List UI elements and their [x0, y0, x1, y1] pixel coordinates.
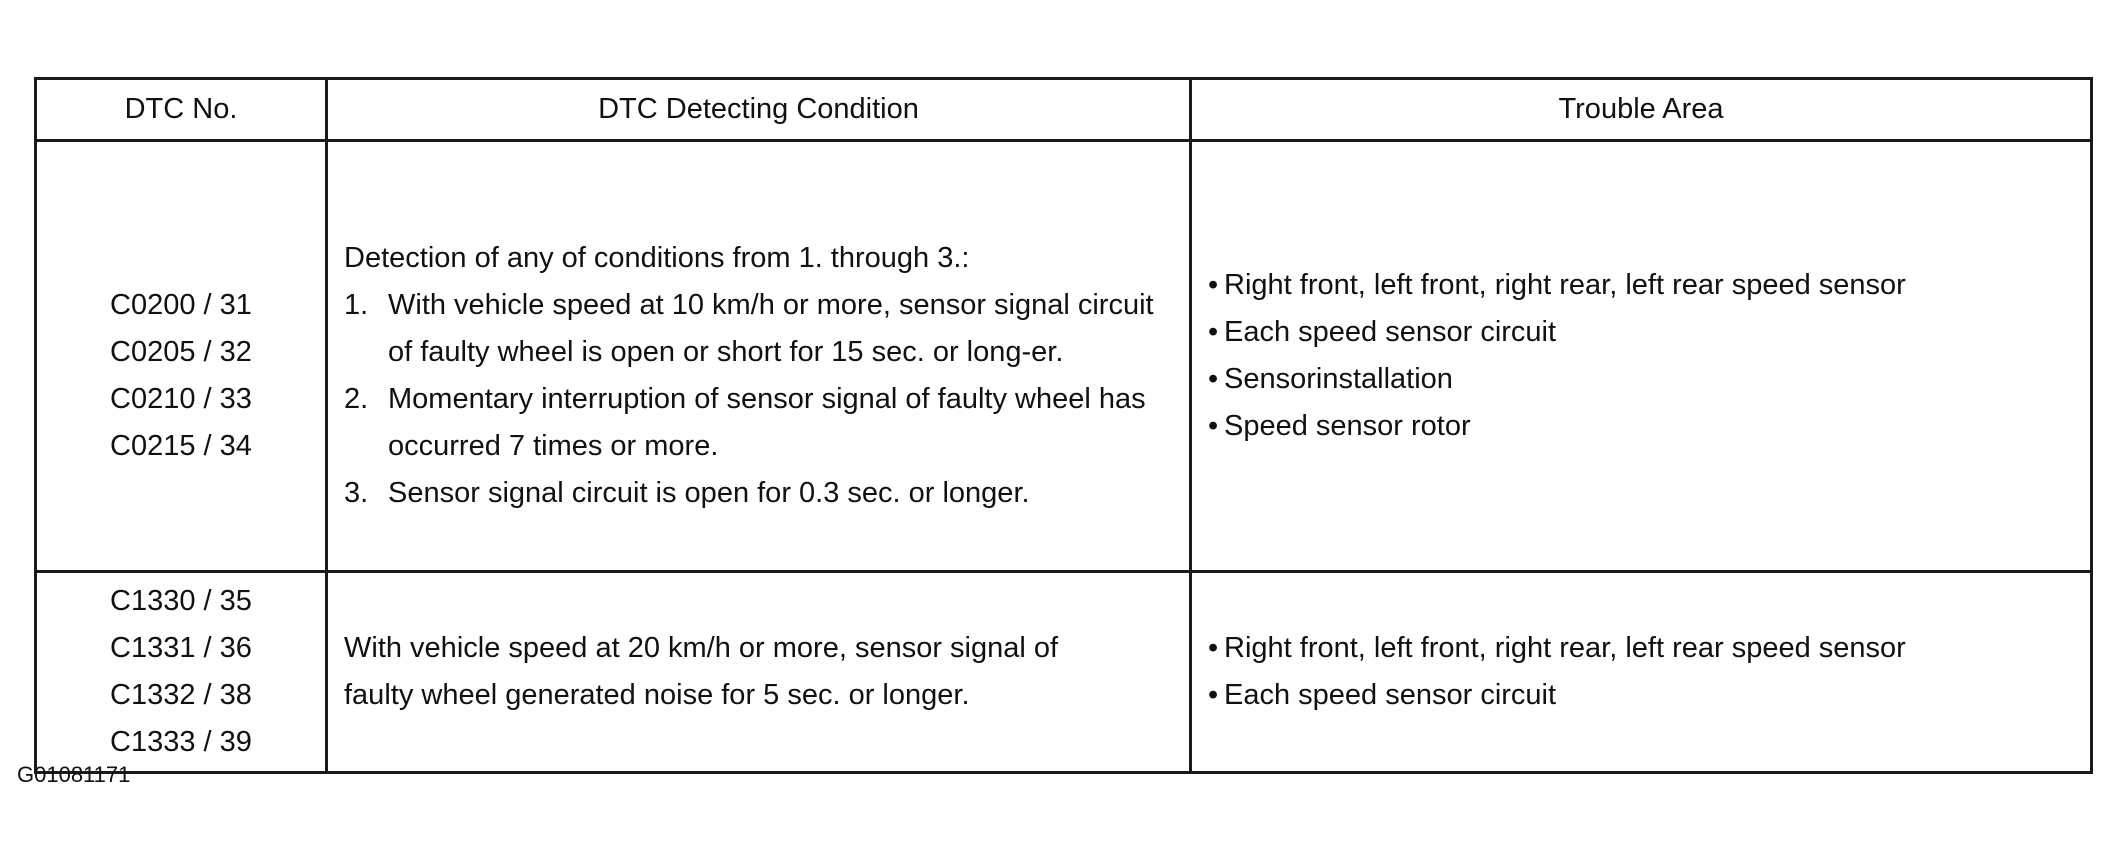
- trouble-area-text: Speed sensor rotor: [1224, 410, 1471, 442]
- trouble-area-text: Each speed sensor circuit: [1224, 316, 1557, 348]
- bullet-glyph: •: [1208, 269, 1219, 301]
- trouble-area-text: Each speed sensor circuit: [1224, 679, 1557, 711]
- dtc-code: C0205 / 32: [110, 336, 252, 368]
- dtc-code: C0210 / 33: [110, 383, 252, 415]
- condition-text: Sensor signal circuit is open for 0.3 sec. or longer.: [388, 477, 1030, 509]
- trouble-area-item: [1208, 356, 2090, 403]
- trouble-area-item: [1208, 625, 2090, 672]
- trouble-area-item: [1208, 672, 2090, 719]
- trouble-area-text: Sensorinstallation: [1224, 363, 1453, 395]
- dtc-codes-cell: [36, 572, 327, 773]
- condition-line: faulty wheel generated noise for 5 sec. or longer.: [344, 679, 970, 711]
- condition-item: [344, 376, 1179, 470]
- dtc-code: C1331 / 36: [110, 632, 252, 664]
- condition-item: [344, 470, 1179, 517]
- header-detecting-condition: DTC Detecting Condition: [327, 79, 1191, 141]
- trouble-area-cell: [1191, 141, 2092, 572]
- detecting-condition-cell: [327, 572, 1191, 773]
- trouble-area-item: [1208, 262, 2090, 309]
- condition-line: With vehicle speed at 20 km/h or more, sensor signal of: [344, 632, 1059, 664]
- dtc-table: [34, 77, 2093, 774]
- trouble-area-text: Right front, left front, right rear, left rear speed sensor: [1224, 269, 1906, 301]
- condition-number: 3.: [344, 477, 369, 509]
- dtc-code: C1333 / 39: [110, 726, 252, 758]
- trouble-area-text: Right front, left front, right rear, left rear speed sensor: [1224, 632, 1906, 664]
- figure-code: G01081171: [17, 762, 131, 787]
- trouble-area-item: [1208, 403, 2090, 450]
- bullet-glyph: •: [1208, 679, 1219, 711]
- condition-number: 1.: [344, 289, 369, 321]
- trouble-area-cell: [1191, 572, 2092, 773]
- header-dtc-no: DTC No.: [36, 79, 327, 141]
- bullet-glyph: •: [1208, 410, 1219, 442]
- condition-text: With vehicle speed at 10 km/h or more, sensor signal circuit of faulty wheel is open or short for 15 sec. or long-er.: [388, 289, 1154, 368]
- bullet-glyph: •: [1208, 316, 1219, 348]
- dtc-code: C1330 / 35: [110, 585, 252, 617]
- dtc-code: C0200 / 31: [110, 289, 252, 321]
- header-trouble-area: Trouble Area: [1191, 79, 2092, 141]
- table-row: [36, 572, 2092, 773]
- bullet-glyph: •: [1208, 632, 1219, 664]
- dtc-codes-cell: [36, 141, 327, 572]
- condition-item: [344, 282, 1179, 376]
- dtc-code: C1332 / 38: [110, 679, 252, 711]
- bullet-glyph: •: [1208, 363, 1219, 395]
- table-row: [36, 141, 2092, 572]
- detecting-condition-cell: [327, 141, 1191, 572]
- condition-intro: Detection of any of conditions from 1. through 3.:: [344, 242, 970, 274]
- trouble-area-item: [1208, 309, 2090, 356]
- condition-text: Momentary interruption of sensor signal of faulty wheel has occurred 7 times or more.: [388, 383, 1146, 462]
- dtc-code: C0215 / 34: [110, 430, 252, 462]
- table-header-row: [36, 79, 2092, 141]
- condition-number: 2.: [344, 383, 369, 415]
